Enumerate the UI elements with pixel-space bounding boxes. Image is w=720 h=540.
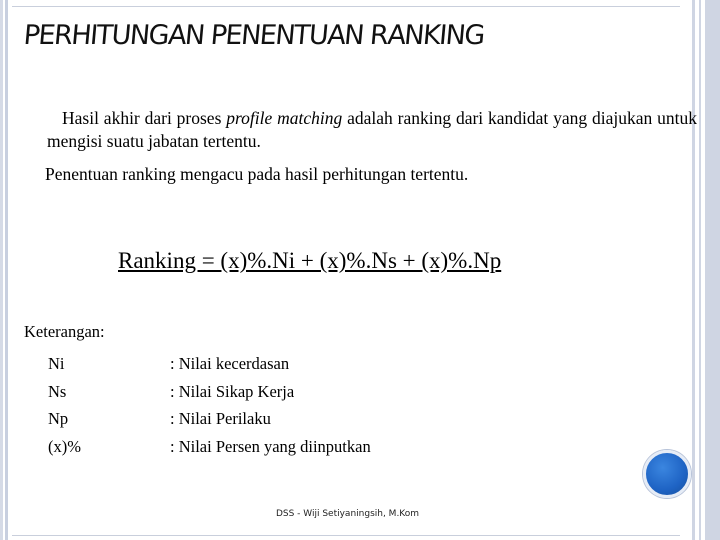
- legend-desc: : Nilai Sikap Kerja: [170, 382, 295, 401]
- keterangan-label: Keterangan:: [24, 322, 105, 341]
- slide-left-border: [0, 0, 12, 540]
- legend-desc: : Nilai Persen yang diinputkan: [170, 437, 371, 456]
- legend-term: Ns: [48, 382, 67, 401]
- legend-term: Np: [48, 409, 69, 428]
- second-paragraph: Penentuan ranking mengacu pada hasil perhitungan tertentu.: [45, 164, 469, 184]
- intro-text-start: Hasil akhir dari proses: [62, 108, 227, 128]
- legend-desc: : Nilai kecerdasan: [170, 354, 290, 373]
- legend-term: (x)%: [48, 437, 81, 456]
- slide-title: PERHITUNGAN PENENTUAN RANKING: [22, 20, 486, 51]
- slide-footer: DSS - Wiji Setiyaningsih, M.Kom: [275, 509, 420, 519]
- legend-desc: : Nilai Perilaku: [170, 409, 271, 428]
- intro-text-italic: profile matching: [226, 108, 343, 128]
- intro-paragraph: [47, 107, 697, 153]
- decorative-circle-icon: [643, 450, 691, 498]
- intro-text-end: adalah ranking dari kandidat yang diajukan untuk mengisi suatu jabatan tertentu.: [47, 108, 697, 151]
- legend-term: Ni: [48, 354, 65, 373]
- ranking-formula: Ranking = (x)%.Ni + (x)%.Ns + (x)%.Np: [118, 248, 502, 273]
